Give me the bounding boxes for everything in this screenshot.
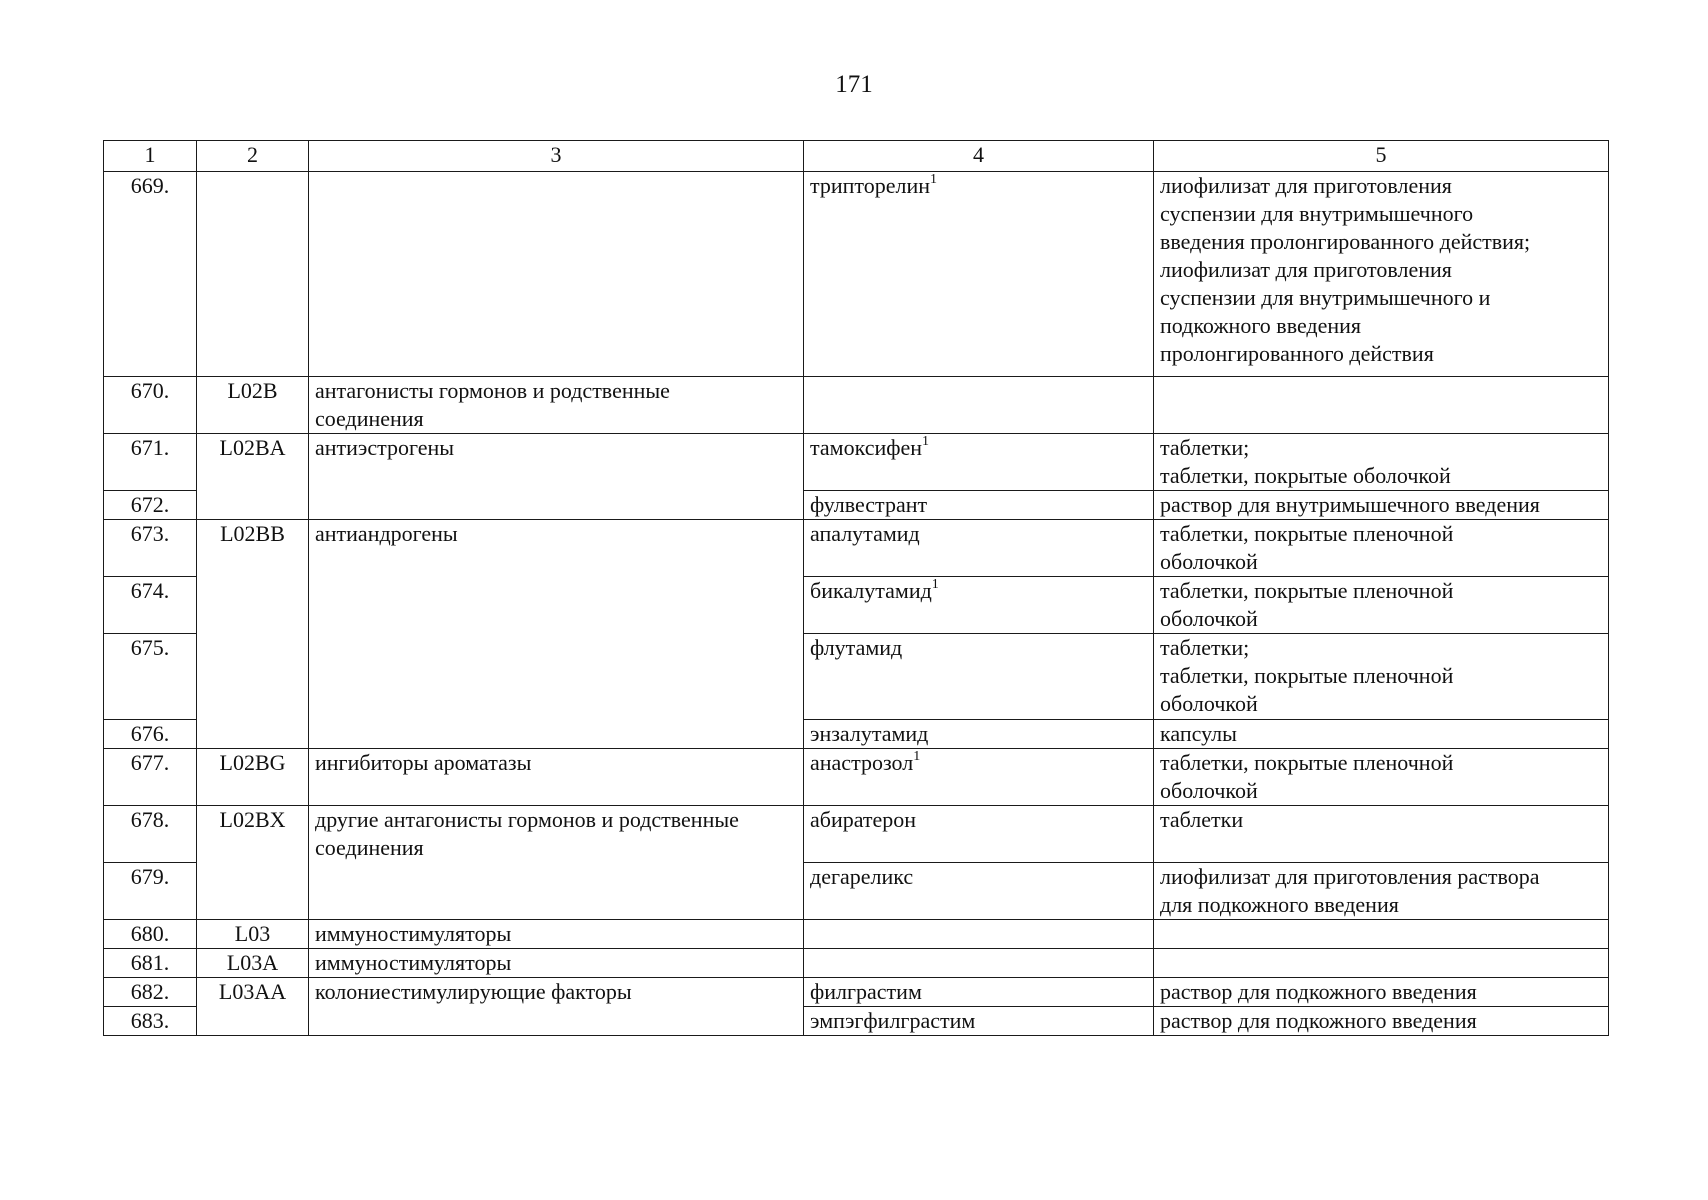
row-number: 670.	[104, 377, 197, 434]
dosage-forms: лиофилизат для приготовления суспензии для внутримышечного введения пролонгированного действия; лиофилизат для приготовления суспензии для внутримышечного и подкожного введения пролонгированного действия	[1154, 172, 1609, 377]
group-name: антиэстрогены	[309, 434, 804, 520]
column-header-3: 3	[309, 141, 804, 172]
dosage-forms: таблетки; таблетки, покрытые пленочной оболочкой	[1154, 634, 1609, 720]
drug-name: дегареликс	[804, 863, 1154, 920]
drug-name: анастрозол$^1$	[804, 749, 1154, 806]
page-number: 171	[835, 71, 873, 98]
dosage-forms	[1154, 920, 1609, 949]
table-row	[104, 949, 1609, 978]
drug-table	[103, 140, 1609, 1036]
table-row	[104, 172, 1609, 377]
drug-name: флутамид	[804, 634, 1154, 720]
row-number: 677.	[104, 749, 197, 806]
table-row	[104, 377, 1609, 434]
dosage-forms: таблетки; таблетки, покрытые оболочкой	[1154, 434, 1609, 491]
group-name: иммуностимуляторы	[309, 949, 804, 978]
drug-name: эмпэгфилграстим	[804, 1007, 1154, 1036]
table-row	[104, 520, 1609, 577]
drug-name	[804, 377, 1154, 434]
footnote-marker: 1	[922, 433, 930, 449]
dosage-forms	[1154, 377, 1609, 434]
group-name: антагонисты гормонов и родственные соединения	[309, 377, 804, 434]
group-name: иммуностимуляторы	[309, 920, 804, 949]
table-row	[104, 920, 1609, 949]
dosage-forms	[1154, 949, 1609, 978]
footnote-marker: 1	[930, 171, 938, 187]
drug-name: бикалутамид$^1$	[804, 577, 1154, 634]
row-number: 678.	[104, 806, 197, 863]
dosage-forms: лиофилизат для приготовления раствора для подкожного введения	[1154, 863, 1609, 920]
row-number: 679.	[104, 863, 197, 920]
row-number: 673.	[104, 520, 197, 577]
drug-name: фулвестрант	[804, 491, 1154, 520]
group-name	[309, 172, 804, 377]
table-row	[104, 978, 1609, 1007]
row-number: 682.	[104, 978, 197, 1007]
table-header-row	[104, 141, 1609, 172]
atc-code: L02B	[197, 377, 309, 434]
row-number: 674.	[104, 577, 197, 634]
row-number: 676.	[104, 720, 197, 749]
table-row	[104, 434, 1609, 491]
atc-code: L03	[197, 920, 309, 949]
atc-code: L02BX	[197, 806, 309, 920]
group-name: колониестимулирующие факторы	[309, 978, 804, 1036]
row-number: 675.	[104, 634, 197, 720]
table-row	[104, 806, 1609, 863]
group-name: другие антагонисты гормонов и родственные соединения	[309, 806, 804, 920]
drug-name	[804, 920, 1154, 949]
footnote-marker: 1	[931, 576, 939, 592]
table-row	[104, 749, 1609, 806]
drug-name: тамоксифен$^1$	[804, 434, 1154, 491]
atc-code: L02BA	[197, 434, 309, 520]
column-header-1: 1	[104, 141, 197, 172]
atc-code	[197, 172, 309, 377]
dosage-forms: капсулы	[1154, 720, 1609, 749]
row-number: 681.	[104, 949, 197, 978]
row-number: 680.	[104, 920, 197, 949]
dosage-forms: раствор для подкожного введения	[1154, 1007, 1609, 1036]
group-name: ингибиторы ароматазы	[309, 749, 804, 806]
column-header-5: 5	[1154, 141, 1609, 172]
row-number: 683.	[104, 1007, 197, 1036]
column-header-4: 4	[804, 141, 1154, 172]
drug-name: абиратерон	[804, 806, 1154, 863]
dosage-forms: таблетки, покрытые пленочной оболочкой	[1154, 749, 1609, 806]
drug-name: филграстим	[804, 978, 1154, 1007]
dosage-forms: таблетки	[1154, 806, 1609, 863]
atc-code: L02BG	[197, 749, 309, 806]
atc-code: L02BB	[197, 520, 309, 749]
dosage-forms: таблетки, покрытые пленочной оболочкой	[1154, 520, 1609, 577]
atc-code: L03A	[197, 949, 309, 978]
drug-name	[804, 949, 1154, 978]
column-header-2: 2	[197, 141, 309, 172]
row-number: 672.	[104, 491, 197, 520]
dosage-forms: раствор для внутримышечного введения	[1154, 491, 1609, 520]
drug-name: апалутамид	[804, 520, 1154, 577]
dosage-forms: таблетки, покрытые пленочной оболочкой	[1154, 577, 1609, 634]
group-name: антиандрогены	[309, 520, 804, 749]
row-number: 669.	[104, 172, 197, 377]
row-number: 671.	[104, 434, 197, 491]
drug-name: трипторелин$^1$	[804, 172, 1154, 377]
footnote-marker: 1	[913, 748, 921, 764]
drug-name: энзалутамид	[804, 720, 1154, 749]
dosage-forms: раствор для подкожного введения	[1154, 978, 1609, 1007]
atc-code: L03AA	[197, 978, 309, 1036]
